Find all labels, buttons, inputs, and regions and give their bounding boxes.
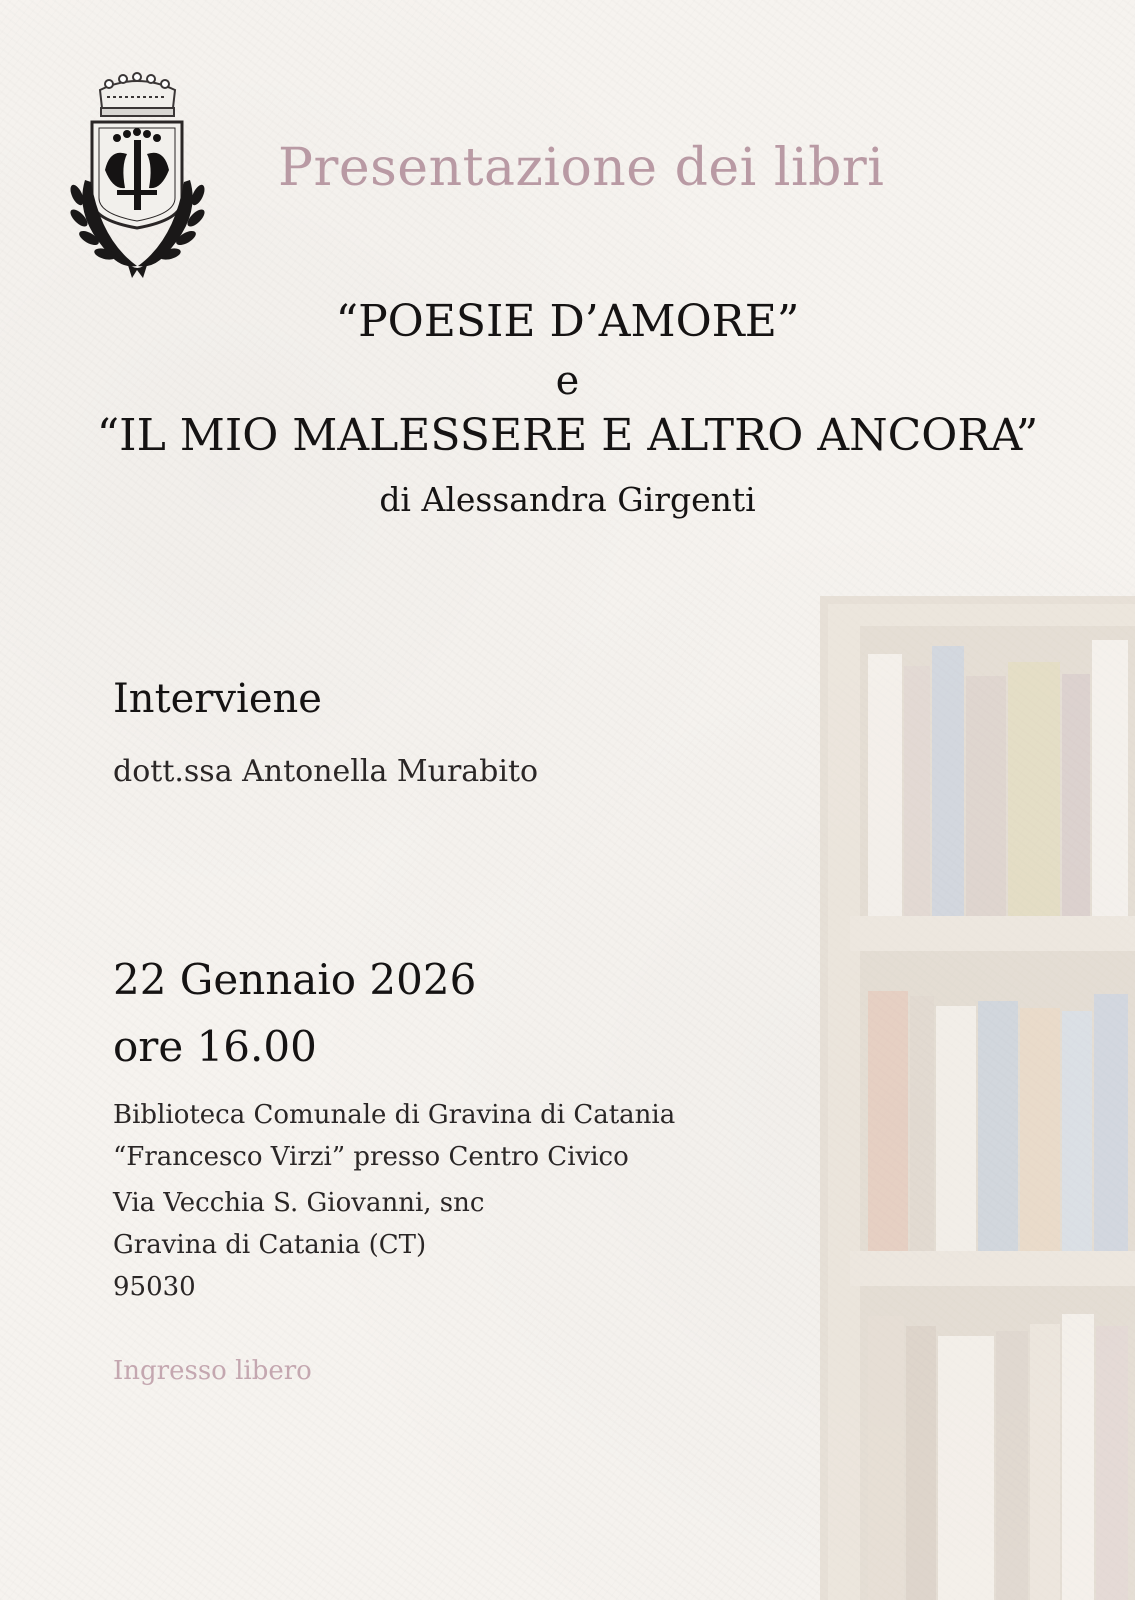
venue-line: Via Vecchia S. Giovanni, snc xyxy=(113,1188,485,1218)
venue-line: “Francesco Virzi” presso Centro Civico xyxy=(113,1142,629,1172)
event-time: ore 16.00 xyxy=(113,1022,317,1071)
coat-of-arms-icon xyxy=(55,70,220,285)
page-title: Presentazione dei libri xyxy=(278,138,885,198)
speaker-heading: Interviene xyxy=(113,676,322,722)
event-date: 22 Gennaio 2026 xyxy=(113,955,477,1004)
entry-note: Ingresso libero xyxy=(113,1356,312,1386)
title-conjunction: e xyxy=(555,358,580,404)
book-title-2: “IL MIO MALESSERE E ALTRO ANCORA” xyxy=(96,410,1039,461)
bookshelf-illustration xyxy=(820,596,1135,1600)
venue-line: Biblioteca Comunale di Gravina di Catania xyxy=(113,1100,676,1130)
venue-line: 95030 xyxy=(113,1272,196,1302)
speaker-name: dott.ssa Antonella Murabito xyxy=(113,754,539,789)
author-line: di Alessandra Girgenti xyxy=(379,480,756,519)
book-title-1: “POESIE D’AMORE” xyxy=(335,296,800,347)
venue-line: Gravina di Catania (CT) xyxy=(113,1230,427,1260)
